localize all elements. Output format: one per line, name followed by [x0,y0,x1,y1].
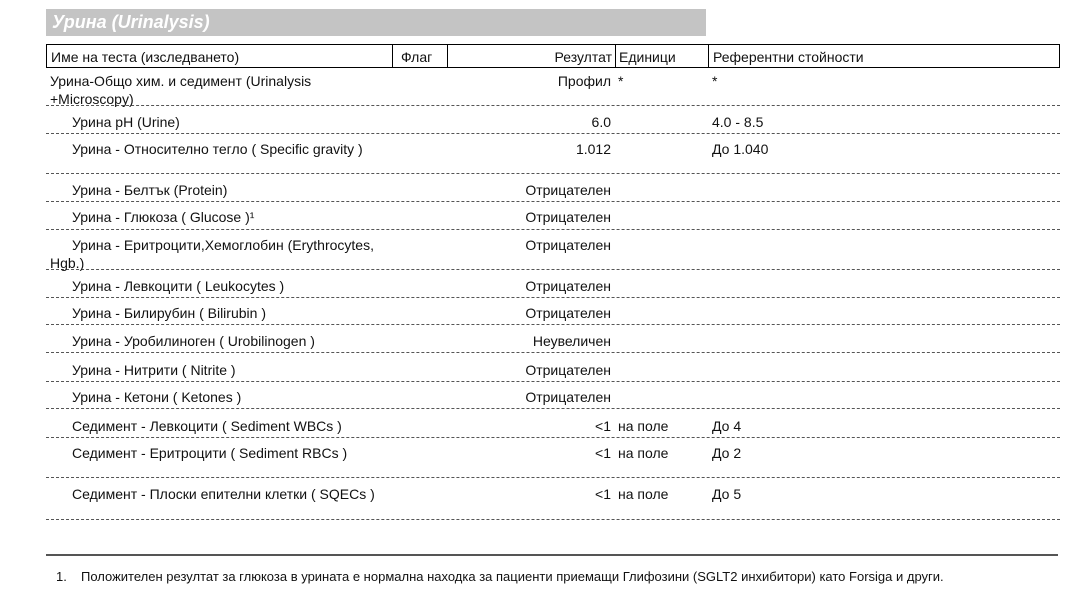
test-name: Урина pH (Urine) [72,114,180,130]
test-reference: До 1.040 [712,141,769,157]
table-row [46,304,1060,325]
test-result: 6.0 [591,114,611,130]
divider [46,554,1058,556]
column-header-flag: Флаг [393,45,448,67]
test-result: 1.012 [575,141,611,157]
test-name: Урина-Общо хим. и седимент (Urinalysis +Microscopy) [50,73,312,107]
test-name: Седимент - Левкоцити ( Sediment WBCs ) [72,418,342,434]
table-row [46,181,1060,202]
test-result: Отрицателен [525,209,611,225]
test-reference: 4.0 - 8.5 [712,114,764,130]
test-name: Урина - Белтък (Protein) [72,182,228,198]
table-row [46,140,1060,174]
footnote-text: Положителен резултат за глюкоза в урината е нормална находка за пациенти приемащи Глифозини (SGLT2 инхибитори) като Forsiga и други. [81,569,944,584]
table-row [46,388,1060,409]
table-row [46,72,1060,106]
test-units: * [618,73,624,89]
test-name: Урина - Билирубин ( Bilirubin ) [72,305,266,321]
test-name: Урина - Кетони ( Ketones ) [72,389,242,405]
test-reference: До 2 [712,445,742,461]
table-row [46,444,1060,478]
table-row [46,417,1060,438]
test-name: Седимент - Еритроцити ( Sediment RBCs ) [72,445,348,461]
test-name: Урина - Глюкоза ( Glucose )¹ [72,209,255,225]
test-result: Отрицателен [525,237,611,253]
table-row [46,236,1060,270]
column-header-result: Резултат [448,45,616,67]
test-name: Урина - Уробилиноген ( Urobilinogen ) [72,333,315,349]
column-header-units: Единици [616,45,709,67]
test-result: Отрицателен [525,182,611,198]
test-result: Неувеличен [532,333,611,349]
table-row [46,361,1060,382]
test-reference: До 5 [712,486,742,502]
test-name: Седимент - Плоски епителни клетки ( SQECs ) [72,486,375,502]
table-row [46,277,1060,298]
test-name: Урина - Нитрити ( Nitrite ) [72,362,236,378]
test-result: <1 [595,445,611,461]
test-units: на поле [618,445,669,461]
table-row [46,332,1060,353]
test-name: Урина - Еритроцити,Хемоглобин (Erythrocytes, Hgb.) [50,237,374,271]
section-title: Урина (Urinalysis) [46,9,706,36]
column-header-reference: Референтни стойности [713,49,864,65]
table-row [46,485,1060,520]
test-result: <1 [595,418,611,434]
table-header [46,44,1060,68]
test-reference: До 4 [712,418,742,434]
test-result: Отрицателен [525,362,611,378]
test-name: Урина - Левкоцити ( Leukocytes ) [72,278,285,294]
test-units: на поле [618,486,669,502]
test-result: Отрицателен [525,389,611,405]
test-result: <1 [595,486,611,502]
test-units: на поле [618,418,669,434]
table-row [46,113,1060,134]
footnote-number: 1. [56,569,67,584]
test-reference: * [712,73,718,89]
test-result: Отрицателен [525,278,611,294]
test-result: Профил [557,73,611,89]
column-header-name: Име на теста (изследването) [47,45,393,67]
table-row [46,208,1060,230]
test-name: Урина - Относително тегло ( Specific gravity ) [72,141,363,157]
test-result: Отрицателен [525,305,611,321]
